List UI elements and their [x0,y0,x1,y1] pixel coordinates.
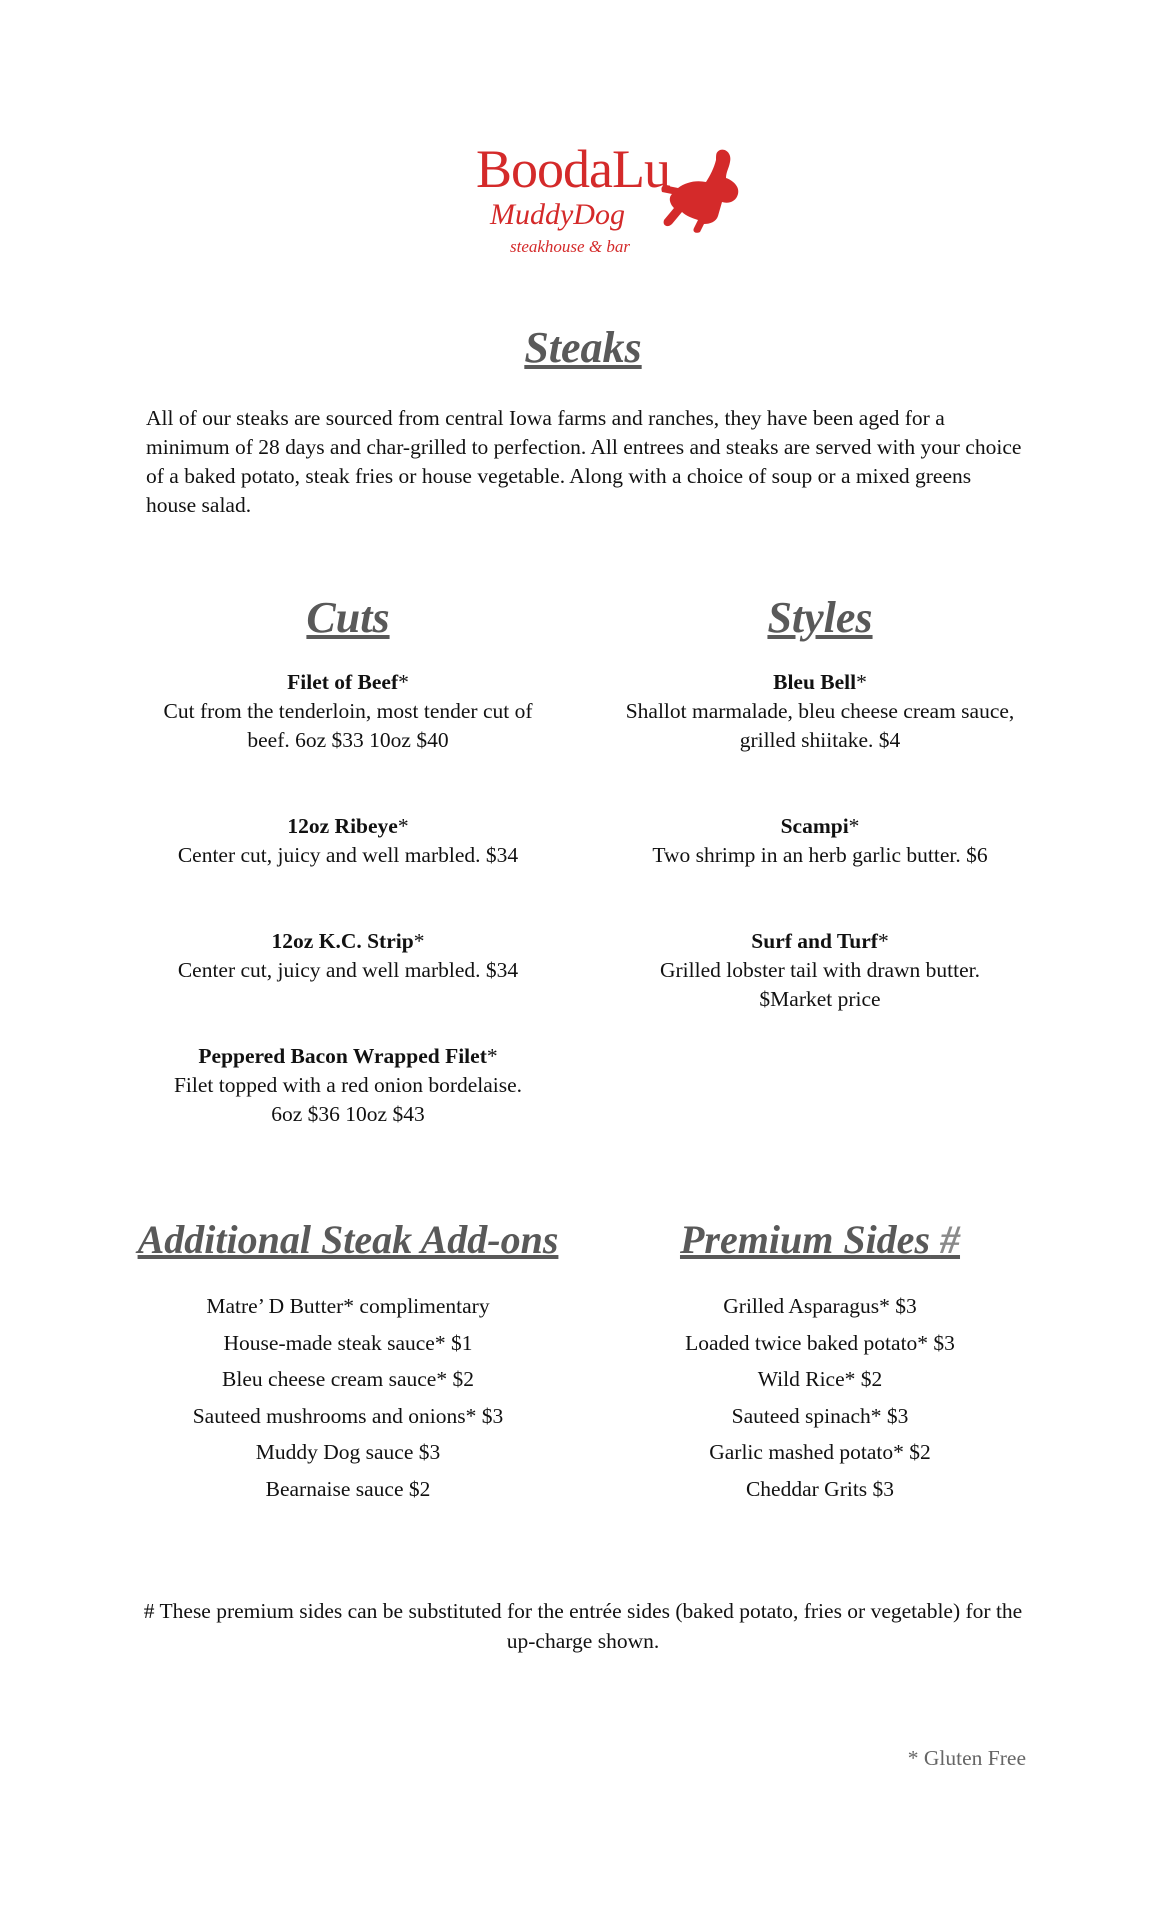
styles-title: Styles [767,593,873,642]
list-item: Bearnaise sauce $2 [265,1476,431,1501]
steaks-title: Steaks [524,323,642,372]
addons-list [130,1288,566,1507]
style-description: Grilled lobster tail with drawn butter. $Market price [659,958,981,1011]
cut-name: Filet of Beef [287,670,399,694]
cut-name: 12oz Ribeye [287,814,398,838]
gluten-free-mark: * [413,929,425,953]
cut-kc-strip [142,927,554,985]
cut-filet-of-beef [142,668,554,755]
logo-name: BoodaLu [476,139,670,199]
style-description: Two shrimp in an herb garlic butter. $6 [652,843,988,867]
cut-bacon-wrapped-filet [172,1042,524,1129]
cut-name: 12oz K.C. Strip [271,929,414,953]
list-item: Grilled Asparagus* $3 [723,1294,917,1318]
style-name: Surf and Turf [751,929,878,953]
addons-title: Additional Steak Add-ons [137,1217,559,1262]
gluten-free-mark: * [486,1044,498,1068]
list-item: Garlic mashed potato* $2 [709,1440,931,1464]
gluten-free-mark: * [848,814,860,838]
cut-description: Center cut, juicy and well marbled. $34 [177,958,519,982]
list-item: Sauteed spinach* $3 [731,1403,909,1428]
sides-title [630,1217,1010,1262]
list-item: Sauteed mushrooms and onions* $3 [192,1403,504,1428]
list-item: Matre’ D Butter* complimentary [206,1294,490,1318]
gluten-free-mark: * [398,670,409,694]
logo-tagline: steakhouse & bar [510,237,630,256]
style-name: Bleu Bell [773,670,857,694]
gluten-free-note: * Gluten Free [907,1746,1026,1770]
gluten-free-mark: * [856,670,867,694]
style-description: Shallot marmalade, bleu cheese cream sauce, grilled shiitake. $4 [625,699,1015,752]
sides-footnote: # These premium sides can be substituted for the entrée sides (baked potato, fries or vegetable) for the up-charge shown. [143,1599,1023,1653]
dog-icon [660,146,746,236]
cut-description: Filet topped with a red onion bordelaise. 6oz $36 10oz $43 [173,1073,523,1126]
list-item: Muddy Dog sauce $3 [255,1440,441,1464]
style-scampi [612,812,1028,870]
steaks-intro: All of our steaks are sourced from central Iowa farms and ranches, they have been aged for a minimum of 28 days and char-grilled to perfection. All entrees and steaks are served with your choice of a baked potato, steak fries or house vegetable. Along with a choice of soup or a mixed greens house salad. [146,406,1022,517]
cut-name: Peppered Bacon Wrapped Filet [198,1044,487,1068]
list-item: Loaded twice baked potato* $3 [685,1330,955,1355]
gluten-free-mark: * [877,929,889,953]
sides-title-mark: # [940,1217,961,1262]
cut-description: Cut from the tenderloin, most tender cut of beef. 6oz $33 10oz $40 [163,699,533,752]
list-item: Cheddar Grits $3 [745,1476,895,1501]
sides-title-text: Premium Sides [679,1217,931,1262]
style-bleu-bell [622,668,1018,755]
list-item: House-made steak sauce* $1 [223,1330,473,1355]
restaurant-logo [476,139,744,270]
cuts-title: Cuts [306,593,390,642]
list-item: Bleu cheese cream sauce* $2 [222,1367,474,1391]
style-name: Scampi [780,814,849,838]
gluten-free-mark: * [397,814,409,838]
style-surf-and-turf [630,927,1010,1014]
sides-list [630,1288,1010,1507]
cut-description: Center cut, juicy and well marbled. $34 [177,843,519,867]
list-item: Wild Rice* $2 [757,1367,883,1391]
logo-subname: MuddyDog [490,198,625,231]
cut-ribeye [142,812,554,870]
